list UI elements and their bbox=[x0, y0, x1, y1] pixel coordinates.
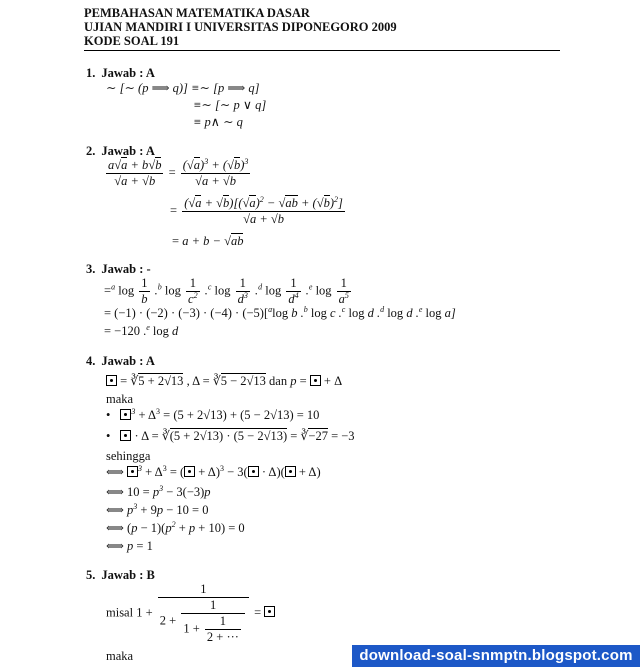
watermark-banner: download-soal-snmptn.blogspot.com bbox=[352, 645, 640, 667]
q4-answer: Jawab : A bbox=[101, 354, 155, 368]
q4-step-3: ⟺ $p^3 + 9p - 10 = 0$ bbox=[106, 502, 209, 517]
header-rule bbox=[84, 50, 560, 51]
q1-line-2: ≡∼ [∼ p ∨ q] bbox=[193, 98, 267, 112]
q4-bullet-1: • $^3 + \Delta^3 = (5 + 2√13) + (5 - 2√13) = 10$ bbox=[106, 407, 320, 422]
q4-bullet-2: • · Δ = ∛(5 + 2√13) · (5 − 2√13) = ∛−27 = −3 bbox=[106, 429, 355, 443]
q1-heading: 1. Jawab : A bbox=[86, 66, 155, 80]
q4-line-1: = ∛5 + 2√13 , Δ = ∛5 − 2√13 dan p = + Δ bbox=[106, 373, 342, 389]
q3-heading: 3. Jawab : - bbox=[86, 262, 151, 276]
q1-answer: Jawab : A bbox=[101, 66, 155, 80]
q5-maka: maka bbox=[106, 649, 134, 663]
q4-dan: dan bbox=[269, 374, 288, 388]
q5-answer: Jawab : B bbox=[101, 568, 155, 582]
box-symbol bbox=[106, 375, 117, 386]
q1-line-1: ∼ [∼ (p ⟹ q)] ≡∼ [p ⟹ q] bbox=[106, 81, 260, 95]
q5-heading: 5. Jawab : B bbox=[86, 568, 155, 582]
q3-line-3: = −120 .$^e$ log d bbox=[104, 323, 179, 338]
header-exam: UJIAN MANDIRI I UNIVERSITAS DIPONEGORO 2009 bbox=[84, 20, 397, 34]
q2-answer: Jawab : A bbox=[101, 144, 155, 158]
q4-step-2: ⟺ $10 = p^3 - 3(-3)p$ bbox=[106, 484, 211, 499]
q4-step-4: ⟺ $(p - 1)(p^2 + p + 10) = 0$ bbox=[106, 520, 245, 535]
header-code: KODE SOAL 191 bbox=[84, 34, 180, 48]
q1-line-3: ≡ p∧ ∼ q bbox=[193, 115, 243, 129]
q2-line-2: = $\frac{(√a + √b)[(√a)^2 - √ab + (√b)^2]}{√a + √b}$ bbox=[170, 195, 343, 226]
header-title: PEMBAHASAN MATEMATIKA DASAR bbox=[84, 6, 310, 20]
q5-line-1: misal 1 + 1 2 + 1 1 + $\frac{1}{2 + \cdot\cdot\cdot}$ = bbox=[106, 582, 275, 645]
q4-sehingga: sehingga bbox=[106, 449, 151, 463]
q2-line-3: = a + b − √ab bbox=[172, 234, 244, 248]
q3-line-1: =$^a$ log $\frac{1}{b}$ .$^b$ log $\frac{1}{c^2}$ .$^c$ log $\frac{1}{d^3}$ .$^d$ log $\frac{1}{d^4}$ .$^e$ log $\frac{1}{a^5}$ bbox=[104, 276, 349, 306]
q3-line-2: = (−1) · (−2) · (−3) · (−4) · (−5)[$^a$log b .$^b$ log c .$^c$ log d .$^d$ log d .$^e$ log a] bbox=[104, 305, 456, 320]
q5-misal: misal bbox=[106, 605, 134, 620]
q2-line-1: $\frac{a√a + b√b}{√a + √b}$ = $\frac{(√a)^3 + (√b)^3}{√a + √b}$ bbox=[108, 157, 249, 188]
document-header bbox=[84, 6, 560, 51]
q2-heading: 2. Jawab : A bbox=[86, 144, 155, 158]
q3-answer: Jawab : - bbox=[101, 262, 151, 276]
q4-maka: maka bbox=[106, 392, 134, 406]
q4-step-1: ⟺ $^3 + \Delta^3$ = ( + Δ)$^3$ − 3( · Δ)( + Δ) bbox=[106, 464, 321, 479]
q4-step-5: ⟺ p = 1 bbox=[106, 539, 153, 553]
q4-heading: 4. Jawab : A bbox=[86, 354, 155, 368]
